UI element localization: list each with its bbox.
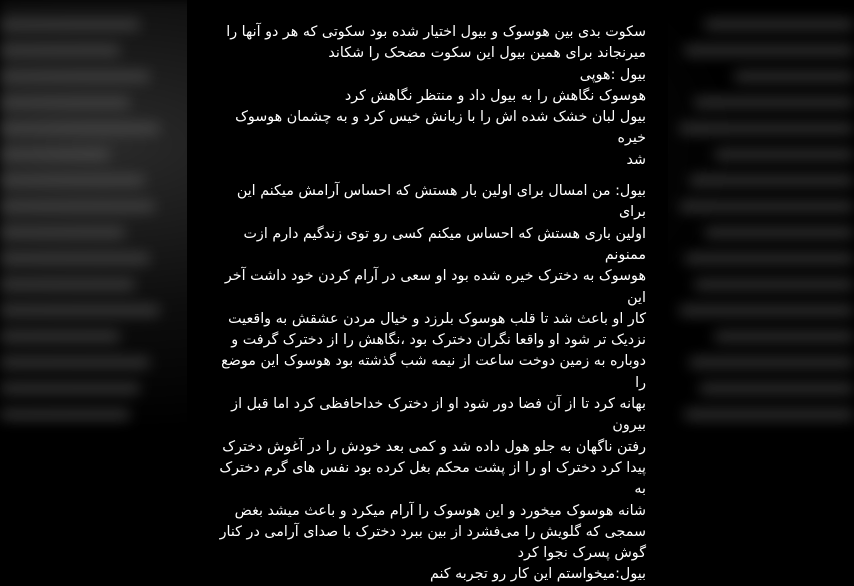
text-line: پیدا کرد دخترک او را از پشت محکم بغل کرده بود نفس های گرم دخترک به xyxy=(219,459,646,498)
text-line: بیول: من امسال برای اولین بار هستش که احساس آرامش میکنم این برای xyxy=(236,183,646,221)
text-line: بهانه کرد تا از آن فضا دور شود او از دخترک خداحافظی کرد اما قبل از بیرون xyxy=(231,396,646,434)
text-line: رفتن ناگهان به جلو هول داده شد و کمی بعد خودش را در آغوش دخترک xyxy=(222,438,646,455)
story-text xyxy=(206,22,646,586)
text-line: هوسوک به دخترک خیره شده بود او سعی در آرام کردن خود داشت آخر این xyxy=(224,268,646,306)
text-line: نزدیک تر شود او واقعا نگران دخترک بود ،نگاهش را از دخترک گرفت و xyxy=(231,332,646,349)
text-line: شانه هوسوک میخورد و این هوسوک را آرام میکرد و باعث میشد بغض xyxy=(234,502,646,519)
text-line: اولین باری هستش که احساس میکنم کسی رو توی زندگیم دارم ازت ممنونم xyxy=(243,225,646,263)
text-line: گوش پسرک نجوا کرد xyxy=(517,545,646,562)
text-line: بیول :هوپی xyxy=(579,66,646,83)
text-line: کار او باعث شد تا قلب هوسوک بلرزد و خیال مردن عشقش به واقعیت xyxy=(228,310,646,327)
text-line: بیول:میخواستم این کار رو تجربه کنم xyxy=(429,566,646,583)
text-line: شد xyxy=(626,151,646,168)
blurred-text-right xyxy=(674,20,854,460)
blurred-text-left xyxy=(0,20,180,460)
text-line: بیول لبان خشک شده اش را با زبانش خیس کرد و به چشمان هوسوک خیره xyxy=(235,109,646,147)
text-line: هوسوک نگاهش را به بیول داد و منتظر نگاهش کرد xyxy=(344,87,646,104)
text-line: دوباره به زمین دوخت ساعت از نیمه شب گذشته بود هوسوک این موضع را xyxy=(221,353,646,391)
text-line: سمجی که گلویش را می‌فشرد از بین ببرد دخترک با صدای آرامی در کنار xyxy=(219,523,646,540)
text-line: سکوت بدی بین هوسوک و بیول اختیار شده بود سکوتی که هر دو آنها را xyxy=(226,24,646,40)
text-line: میرنجاند برای همین بیول این سکوت مضحک را شکاند xyxy=(328,45,646,62)
story-text-panel xyxy=(187,0,668,583)
